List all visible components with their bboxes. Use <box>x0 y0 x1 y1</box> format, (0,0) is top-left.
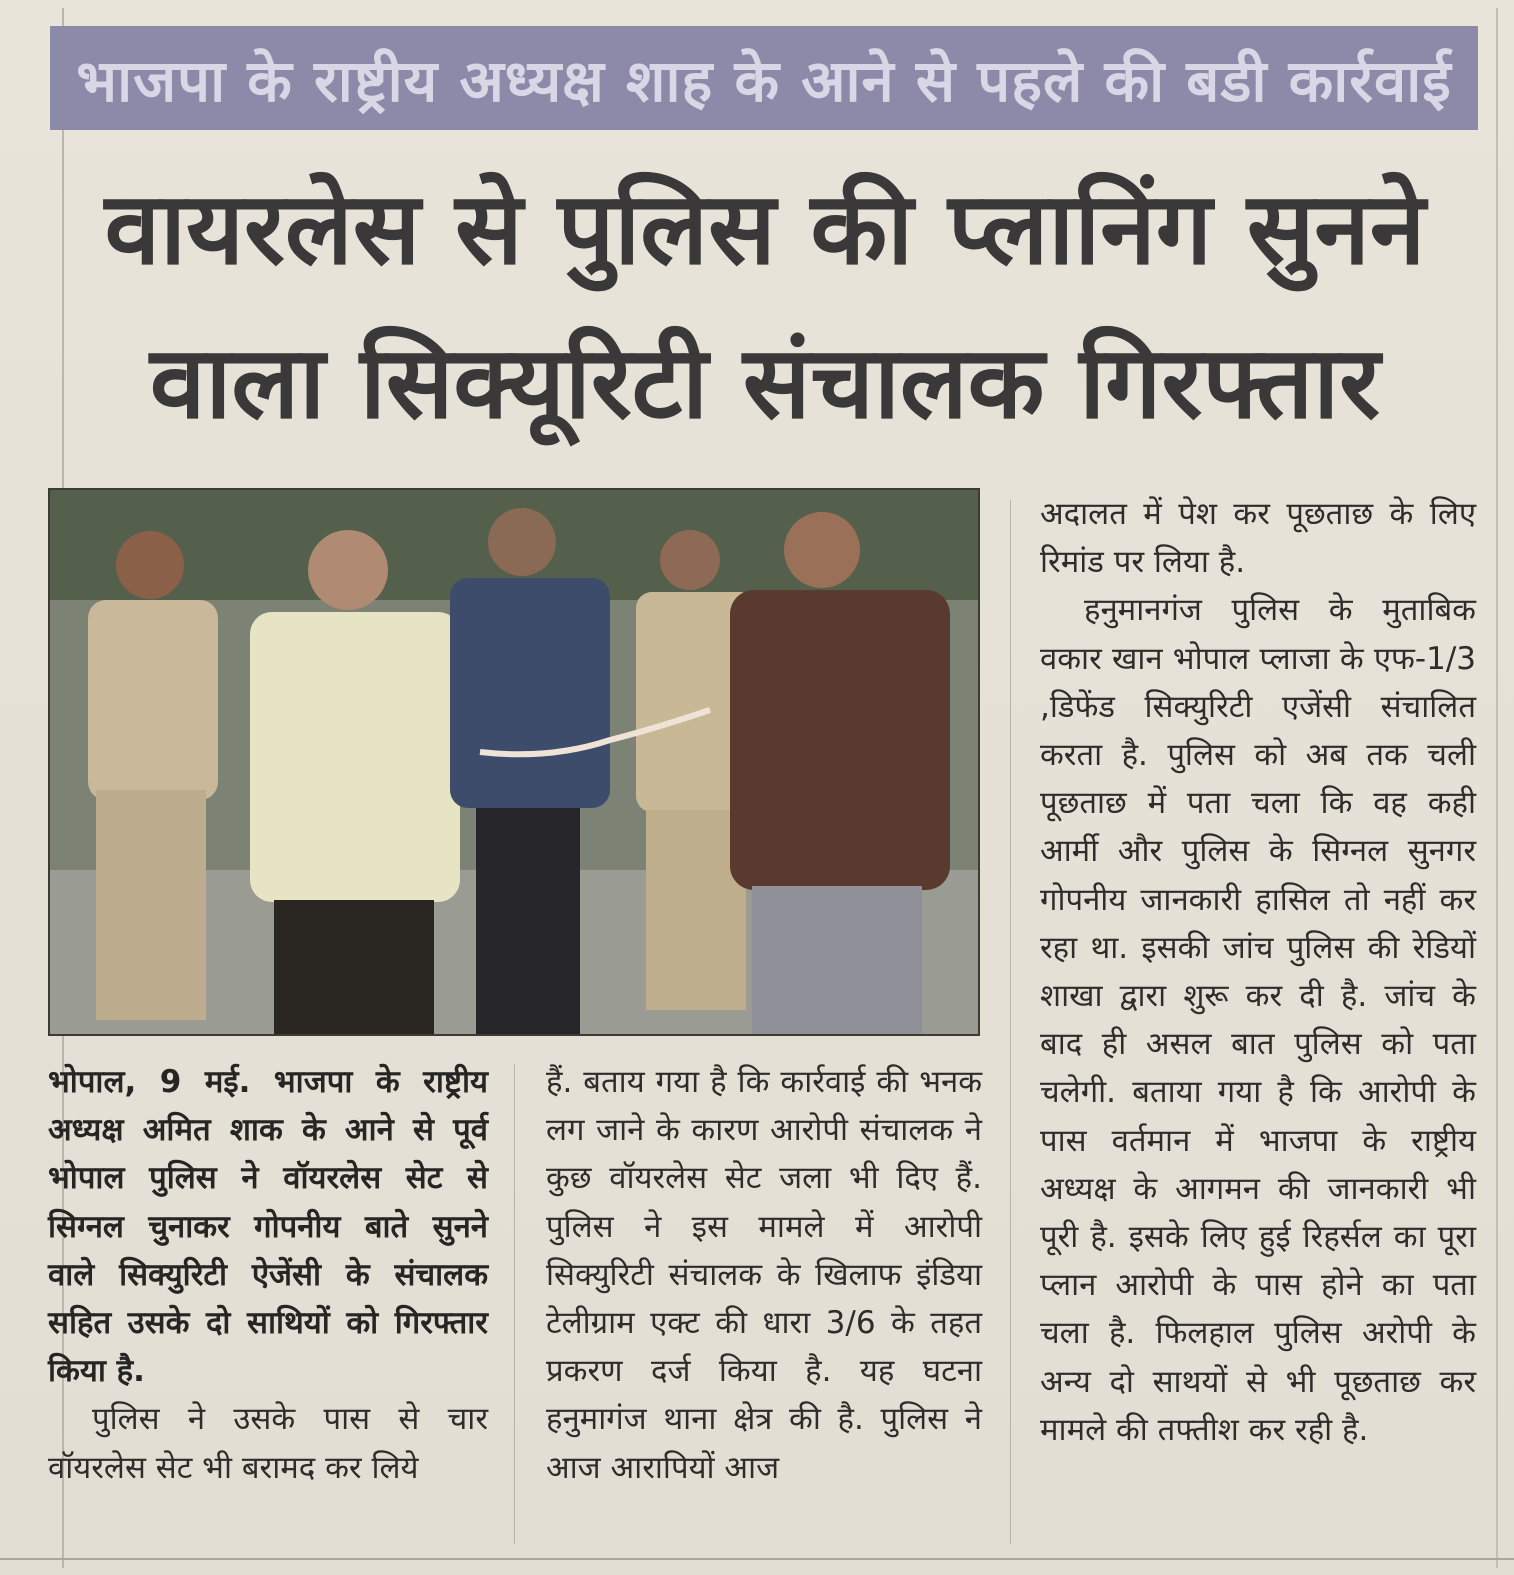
column-divider-1 <box>514 1064 515 1544</box>
article-paragraph: पुलिस ने उसके पास से चार वॉयरलेस सेट भी बरामद कर लिये <box>48 1401 488 1486</box>
article-column-3 <box>1040 490 1476 1454</box>
frame-line-right <box>1496 8 1498 1568</box>
kicker-banner <box>50 26 1478 130</box>
article-column-2 <box>546 1058 982 1492</box>
article-paragraph: हैं. बताय गया है कि कार्रवाई की भनक लग जाने के कारण आरोपी संचालक ने कुछ वॉयरलेस सेट जला भी दिए हैं. पुलिस ने इस मामले में आरोपी सिक्युरिटी संचालक के खिलाफ इंडिया टेलीग्राम एक्ट की धारा 3/6 के तहत प्रकरण दर्ज किया है. यह घटना हनुमागंज थाना क्षेत्र की है. पुलिस ने आज आरापियों आज <box>546 1064 982 1486</box>
photo-officer-left <box>88 531 218 1020</box>
article-paragraph: अदालत में पेश कर पूछताछ के लिए रिमांड पर लिया है. <box>1040 496 1476 581</box>
article-paragraph: हनुमानगंज पुलिस के मुताबिक वकार खान भोपाल प्लाजा के एफ-1/3 ,डिफेंड सिक्युरिटी एजेंसी संचालित करता है. पुलिस को अब तक चली पूछताछ में पता चला कि वह कही आर्मी और पुलिस के सिग्नल सुनगर गोपनीय जानकारी हासिल तो नहीं कर रहा था. इसकी जांच पुलिस की रेडियों शाखा द्वारा शुरू कर दी है. जांच के बाद ही असल बात पुलिस को पता चलेगी. बताया गया है कि आरोपी के पास वर्तमान में भाजपा के राष्ट्रीय अध्यक्ष के आगमन की जानकारी भी पूरी है. इसके लिए हुई रिहर्सल का पूरा प्लान आरोपी के पास होने का पता चला है. फिलहाल पुलिस अरोपी के अन्य दो साथयों से भी पूछताछ कर मामले की तफ्तीश कर रही है. <box>1040 592 1476 1448</box>
article-column-1 <box>48 1058 488 1492</box>
article-lead-paragraph: भोपाल, 9 मई. भाजपा के राष्ट्रीय अध्यक्ष अमित शाक के आने से पूर्व भोपाल पुलिस ने वॉयरलेस सेट से सिग्नल चुनाकर गोपनीय बाते सुनने वाले सिक्युरिटी ऐजेंसी के संचालक सहित उसके दो साथियों को गिरफ्तार किया है. <box>48 1064 488 1390</box>
headline-line-1: वायरलेस से पुलिस की प्लानिंग सुनने <box>104 170 1426 287</box>
headline <box>40 150 1490 458</box>
frame-line-bottom <box>0 1558 1514 1560</box>
headline-line-2: वाला सिक्यूरिटी संचालक गिरफ्तार <box>149 324 1381 441</box>
column-divider-2 <box>1010 500 1011 1544</box>
news-photo <box>48 488 980 1036</box>
photo-man-brown-shirt <box>730 512 950 1034</box>
kicker-text: भाजपा के राष्ट्रीय अध्यक्ष शाह के आने से पहले की बडी कार्रवाई <box>76 46 1452 115</box>
